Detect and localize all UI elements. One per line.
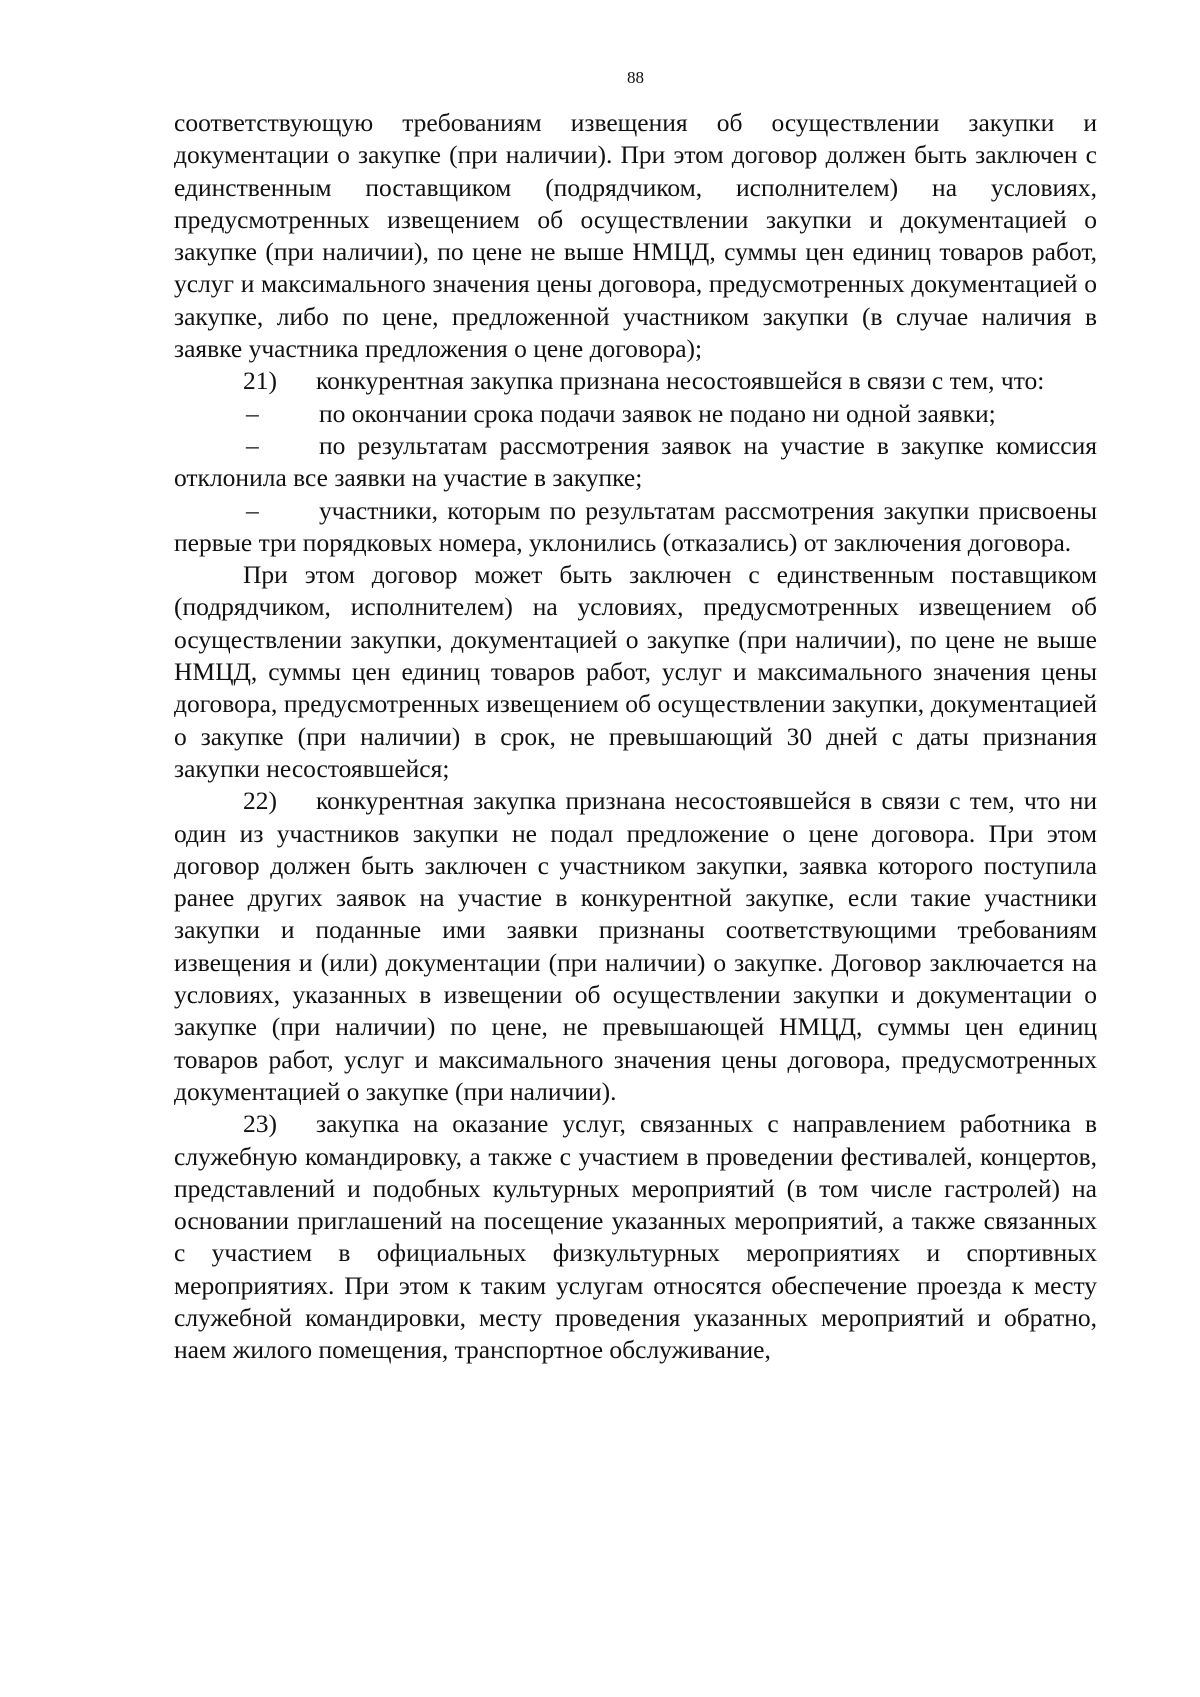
dash-marker: – (246, 398, 259, 428)
continuation-paragraph: соответствующую требованиям извещения об осуществлении закупки и документации о закупке (при наличии). При этом договор должен быть заключен с единственным поставщиком (подрядчиком, исполнителем) на условиях, предусмотренных извещением об осуществлении закупки и документацией о закупке (при наличии), по цене не выше НМЦД, суммы цен единиц товаров работ, услуг и максимального значения цены договора, предусмотренных документацией о закупке, либо по цене, предложенной участником закупки (в случае наличия в заявке участника предложения о цене договора); (174, 108, 1097, 364)
item-number: 21) (243, 366, 277, 396)
item-text: конкурентная закупка признана несостоявшейся в связи с тем, что: (316, 366, 1045, 396)
item-number: 22) (243, 786, 277, 816)
bullet-item (174, 430, 1097, 495)
item-text: конкурентная закупка признана несостоявшейся в связи с тем, что ни один из участников закупки не подал предложение о цене договора. При этом договор должен быть заключен с участником закупки, заявка которого поступила ранее других заявок на участие в конкурентной закупке, если такие участники закупки и поданные ими заявки признаны соответствующими требованиям извещения и (или) документации (при наличии) о закупке. Договор заключается на условиях, указанных в извещении об осуществлении закупки и документации о закупке (при наличии) по цене, не превышающей НМЦД, суммы цен единиц товаров работ, услуг и максимального значения цены договора, предусмотренных документацией о закупке (при наличии). (174, 786, 1097, 1106)
bullet-text: по окончании срока подачи заявок не подано ни одной заявки; (319, 398, 996, 428)
page-number: 88 (627, 68, 644, 87)
bullet-text: по результатам рассмотрения заявок на участие в закупке комиссия отклонила все заявки на участие в закупке; (174, 430, 1097, 493)
dash-marker: – (246, 495, 259, 525)
bullet-item (174, 398, 1097, 430)
list-item-23 (174, 1108, 1097, 1366)
item-text: закупка на оказание услуг, связанных с направлением работника в служебную командировку, а также с участием в проведении фестивалей, концертов, представлений и подобных культурных мероприятий (в том числе гастролей) на основании приглашений на посещение указанных мероприятий, а также связанных с участием в официальных физкультурных мероприятиях и спортивных мероприятиях. При этом к таким услугам относятся обеспечение проезда к месту служебной командировки, месту проведения указанных мероприятий и обратно, наем жилого помещения, транспортное обслуживание, (174, 1109, 1097, 1365)
bullet-item (174, 495, 1097, 560)
item-21-note: При этом договор может быть заключен с единственным поставщиком (подрядчиком, исполнителем) на условиях, предусмотренных извещением об осуществлении закупки, документацией о закупке (при наличии), по цене не выше НМЦД, суммы цен единиц товаров работ, услуг и максимального значения цены договора, предусмотренных извещением об осуществлении закупки, документацией о закупке (при наличии) в срок, не превышающий 30 дней с даты признания закупки несостоявшейся; (174, 560, 1097, 783)
item-number: 23) (243, 1109, 277, 1139)
list-item-21 (174, 365, 1097, 397)
dash-marker: – (246, 430, 259, 460)
list-item-22 (174, 785, 1097, 1108)
bullet-text: участники, которым по результатам рассмотрения закупки присвоены первые три порядковых номера, уклонились (отказались) от заключения договора. (174, 495, 1097, 557)
